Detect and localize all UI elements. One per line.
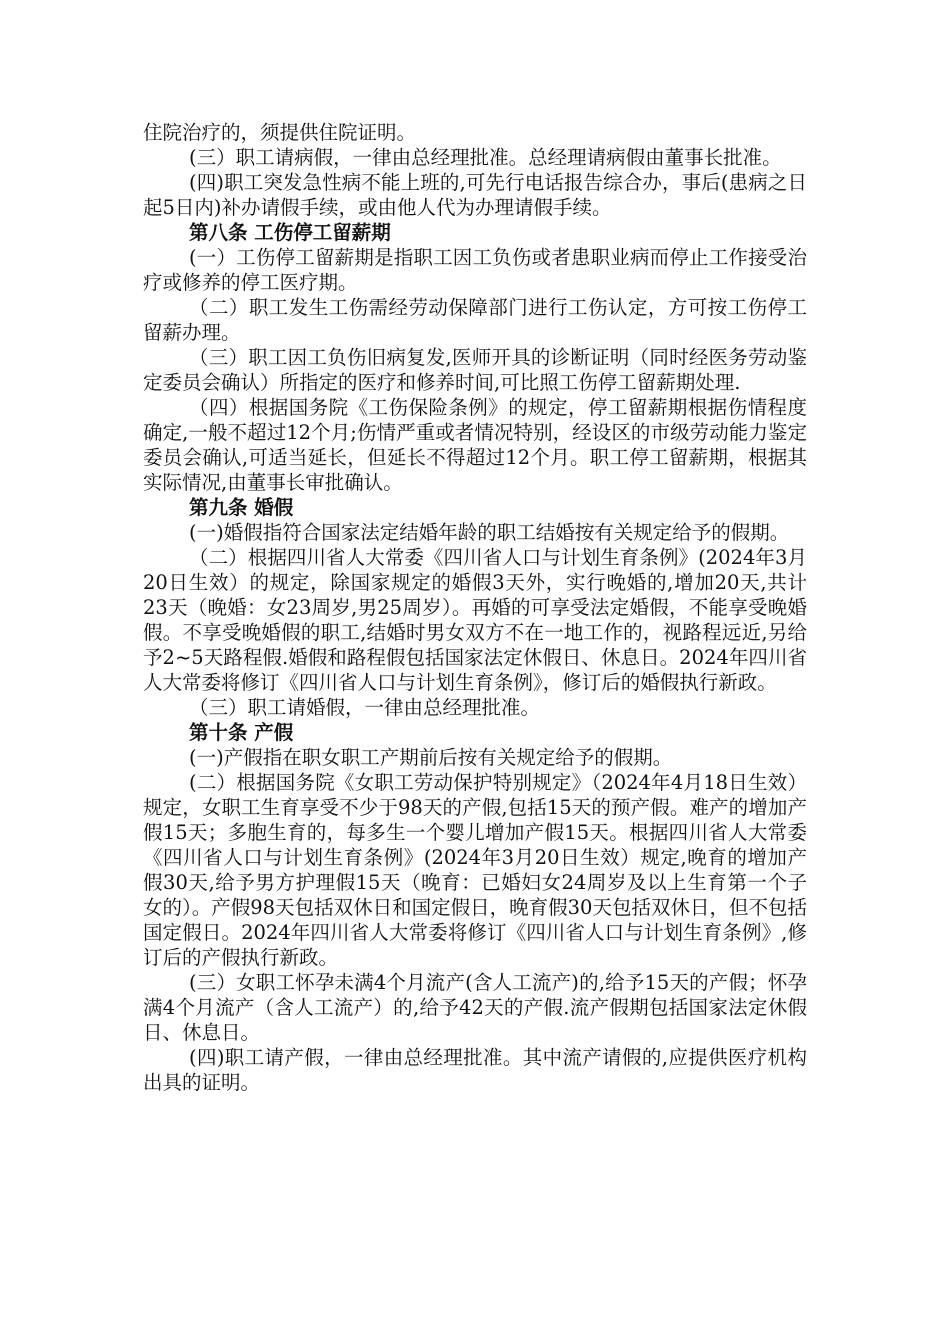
paragraph-injury-recurrence: （三）职工因工负伤旧病复发,医师开具的诊断证明（同时经医务劳动鉴定委员会确认）所指定的医疗和修养时间,可比照工伤停工留薪期处理. [143, 346, 807, 394]
paragraph-marriage-rules: （二）根据四川省人大常委《四川省人口与计划生育条例》(2024年3月20日生效）的规定，除国家规定的婚假3天外，实行晚婚的,增加20天,共计23天（晚婚：女23周岁,男25周岁）。再婚的可享受法定婚假，不能享受晚婚假。不享受晚婚假的职工,结婚时男女双方不在一地工作的，视路程远近,另给予2~5天路程假.婚假和路程假包括国家法定休假日、休息日。2024年四川省人大常委将修订《四川省人口与计划生育条例》，修订后的婚假执行新政。 [143, 546, 807, 694]
paragraph-injury-definition: (一）工伤停工留薪期是指职工因工负伤或者患职业病而停止工作接受治疗或修养的停工医疗期。 [143, 246, 807, 294]
paragraph-sick-leave-hospital-proof: 住院治疗的，须提供住院证明。 [143, 121, 417, 144]
paragraph-maternity-rules: (二）根据国务院《女职工劳动保护特别规定》（2024年4月18日生效）规定，女职工生育享受不少于98天的产假,包括15天的预产假。难产的增加产假15天；多胞生育的，每多生一个婴儿增加产假15天。根据四川省人大常委《四川省人口与计划生育条例》(2024年3月20日生效）规定,晚育的增加产假30天,给予男方护理假15天（晚育：已婚妇女24周岁及以上生育第一个子女的）。产假98天包括双休日和国定假日，晚育假30天包括双休日，但不包括国定假日。2024年四川省人大常委将修订《四川省人口与计划生育条例》,修订后的产假执行新政。 [143, 771, 807, 969]
paragraph-sick-leave-emergency: (四)职工突发急性病不能上班的,可先行电话报告综合办，事后(患病之日起5日内)补办请假手续，或由他人代为办理请假手续。 [143, 171, 807, 219]
paragraph-injury-certification: （二）职工发生工伤需经劳动保障部门进行工伤认定，方可按工伤停工留薪办理。 [143, 296, 807, 344]
paragraph-marriage-approval: （三）职工请婚假，一律由总经理批准。 [189, 696, 541, 719]
article-9-heading: 第九条 婚假 [189, 496, 294, 519]
article-8-heading: 第八条 工伤停工留薪期 [189, 221, 391, 244]
paragraph-maternity-approval: (四)职工请产假，一律由总经理批准。其中流产请假的,应提供医疗机构出具的证明。 [143, 1046, 807, 1094]
paragraph-injury-duration: （四）根据国务院《工伤保险条例》的规定，停工留薪期根据伤情程度确定,一般不超过12个月;伤情严重或者情况特别，经设区的市级劳动能力鉴定委员会确认,可适当延长，但延长不得超过12个月。职工停工留薪期，根据其实际情况,由董事长审批确认。 [143, 396, 807, 494]
paragraph-sick-leave-approval: (三）职工请病假，一律由总经理批准。总经理请病假由董事长批准。 [189, 146, 782, 169]
paragraph-miscarriage-leave: (三）女职工怀孕未满4个月流产(含人工流产)的,给予15天的产假；怀孕满4个月流产（含人工流产）的,给予42天的产假.流产假期包括国家法定休假日、休息日。 [143, 971, 807, 1044]
paragraph-maternity-definition: (一)产假指在职女职工产期前后按有关规定给予的假期。 [189, 746, 673, 769]
paragraph-marriage-definition: (一)婚假指符合国家法定结婚年龄的职工结婚按有关规定给予的假期。 [189, 521, 790, 544]
document-body [143, 120, 807, 1095]
article-10-heading: 第十条 产假 [189, 721, 294, 744]
